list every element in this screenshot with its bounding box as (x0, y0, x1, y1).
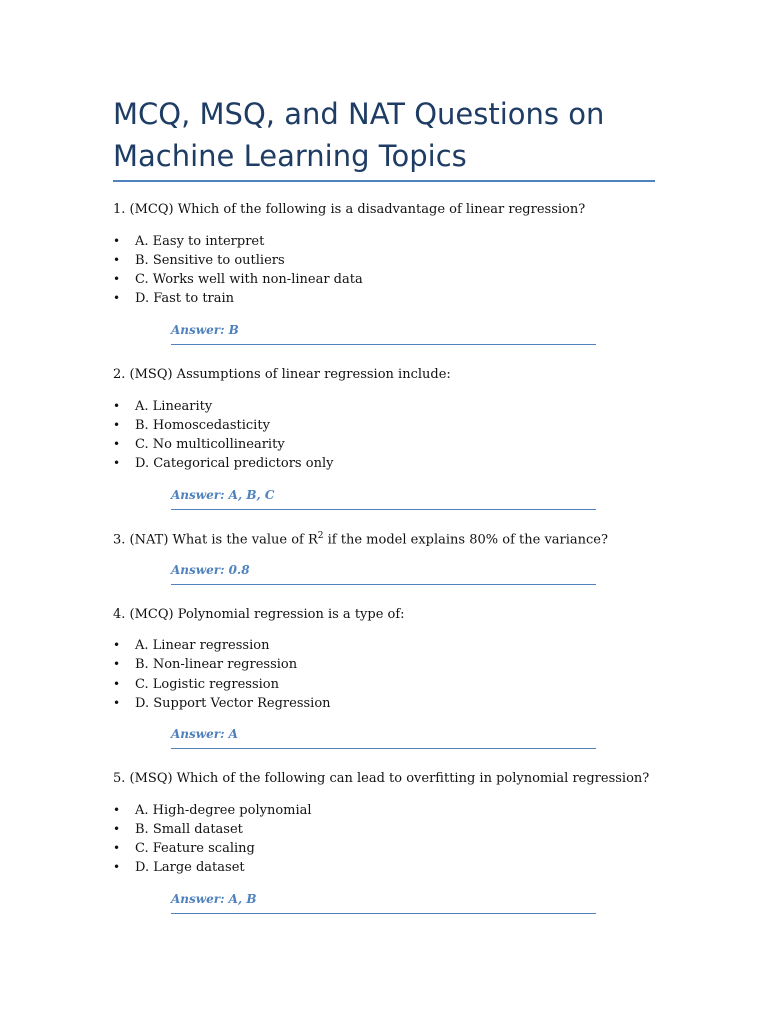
bullet-icon: • (113, 456, 121, 470)
bullet-icon: • (113, 234, 121, 248)
answer-underline (171, 509, 596, 510)
question-4-answer: Answer: A (171, 727, 238, 741)
question-5: 5. (MSQ) Which of the following can lead to overfitting in polynomial regression? (113, 771, 650, 786)
question-3: 3. (NAT) What is the value of $R^2$ if the model explains 80% of the variance? (113, 531, 608, 548)
superscript: 2 (317, 531, 324, 541)
document-page: MCQ, MSQ, and NAT Questions on Machine Learning Topics 1. (MCQ) Which of the following is a disadvantage of linear regression? • A. Easy to interpret • B. Sensitive to outliers • C. Works well with non-linear data • D. Fast to train Answer: B 2. (MSQ) Assumptions of linear regression include: • A. Linearity • B. Homoscedasticity • C. No multicollinearity • D. Categorical predictors only Answer: A, B, C 3. (NAT) What is the value of $R^2$ if the model explains 80% of the variance? Answer: 0.8 4. (MCQ) Polynomial regression is a type of: • A. Linear regression • B. Non-linear regression • C. Logistic regression • D. Support Vector Regression Answer: A 5. (MSQ) Which of the following can lead to overfitting in polynomial regression? • A. High-degree polynomial • B. Small dataset • C. Feature scaling • D. Large dataset Answer: A, B (0, 0, 768, 1024)
question-3-answer: Answer: 0.8 (171, 563, 250, 577)
answer-underline (171, 584, 596, 585)
bullet-icon: • (113, 437, 121, 451)
bullet-icon: • (113, 291, 121, 305)
bullet-icon: • (113, 399, 121, 413)
bullet-icon: • (113, 418, 121, 432)
page-title: MCQ, MSQ, and NAT Questions on Machine Learning Topics (113, 97, 605, 173)
bullet-icon: • (113, 638, 121, 652)
question-2-answer: Answer: A, B, C (171, 488, 275, 502)
question-2: 2. (MSQ) Assumptions of linear regression include: (113, 367, 451, 382)
bullet-icon: • (113, 253, 121, 267)
question-5-answer: Answer: A, B (171, 892, 257, 906)
bullet-icon: • (113, 841, 121, 855)
title-underline (113, 180, 655, 182)
bullet-icon: • (113, 677, 121, 691)
bullet-icon: • (113, 803, 121, 817)
answer-underline (171, 748, 596, 749)
answer-underline (171, 913, 596, 914)
bullet-icon: • (113, 657, 121, 671)
bullet-icon: • (113, 822, 121, 836)
answer-underline (171, 344, 596, 345)
bullet-icon: • (113, 696, 121, 710)
question-4: 4. (MCQ) Polynomial regression is a type of: (113, 607, 405, 622)
question-1: 1. (MCQ) Which of the following is a disadvantage of linear regression? (113, 202, 586, 217)
bullet-icon: • (113, 272, 121, 286)
bullet-icon: • (113, 860, 121, 874)
question-1-answer: Answer: B (171, 323, 239, 337)
